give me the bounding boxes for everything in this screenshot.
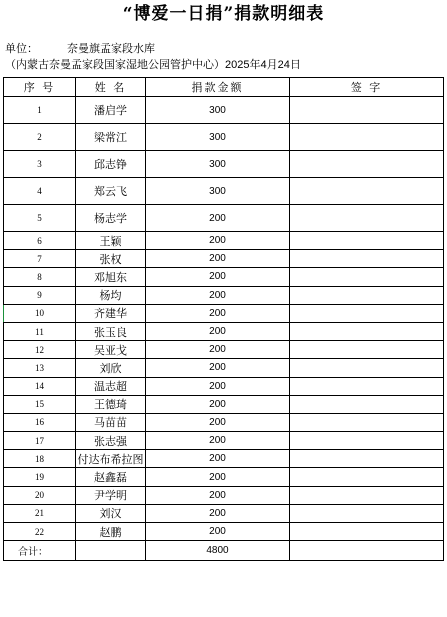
row-name: 王颖 [76, 232, 146, 250]
row-seq: 11 [4, 322, 76, 340]
row-name: 刘汉 [76, 504, 146, 522]
header-seq: 序 号 [4, 78, 76, 97]
total-row [4, 541, 444, 561]
header-name: 姓 名 [76, 78, 146, 97]
row-signature [290, 432, 444, 450]
row-seq: 9 [4, 286, 76, 304]
row-seq: 21 [4, 504, 76, 522]
header-amount: 捐款金额 [146, 78, 290, 97]
total-label: 合计： [4, 541, 76, 561]
row-seq: 15 [4, 395, 76, 413]
row-amount: 200 [146, 341, 290, 359]
row-name: 邓旭东 [76, 268, 146, 286]
row-seq: 2 [4, 124, 76, 151]
row-name: 赵鑫磊 [76, 468, 146, 486]
table-row [4, 151, 444, 178]
org-date-line: （内蒙古奈曼孟家段国家湿地公园管护中心）2025年4月24日 [5, 59, 301, 71]
row-signature [290, 341, 444, 359]
table-row [4, 268, 444, 286]
table-row [4, 486, 444, 504]
row-seq: 6 [4, 232, 76, 250]
row-name: 张志强 [76, 432, 146, 450]
row-amount: 200 [146, 395, 290, 413]
row-amount: 300 [146, 178, 290, 205]
row-signature [290, 151, 444, 178]
row-amount: 200 [146, 432, 290, 450]
row-amount: 200 [146, 413, 290, 431]
row-name: 梁常江 [76, 124, 146, 151]
row-seq: 19 [4, 468, 76, 486]
row-signature [290, 486, 444, 504]
row-name: 杨均 [76, 286, 146, 304]
row-signature [290, 413, 444, 431]
table-row [4, 377, 444, 395]
row-signature [290, 322, 444, 340]
total-name-cell [76, 541, 146, 561]
row-amount: 200 [146, 377, 290, 395]
row-seq: 7 [4, 250, 76, 268]
table-row [4, 205, 444, 232]
table-row [4, 124, 444, 151]
row-signature [290, 97, 444, 124]
row-amount: 300 [146, 151, 290, 178]
row-seq: 22 [4, 523, 76, 541]
row-seq: 8 [4, 268, 76, 286]
row-amount: 200 [146, 486, 290, 504]
row-seq: 3 [4, 151, 76, 178]
row-amount: 200 [146, 504, 290, 522]
row-signature [290, 124, 444, 151]
row-name: 杨志学 [76, 205, 146, 232]
row-amount: 200 [146, 250, 290, 268]
table-row [4, 359, 444, 377]
row-signature [290, 395, 444, 413]
row-name: 张权 [76, 250, 146, 268]
row-name: 付达布希拉图 [76, 450, 146, 468]
row-signature [290, 178, 444, 205]
table-row [4, 322, 444, 340]
row-name: 张玉良 [76, 322, 146, 340]
row-amount: 200 [146, 523, 290, 541]
table-header-row [4, 78, 444, 97]
row-amount: 200 [146, 268, 290, 286]
table-row [4, 450, 444, 468]
row-seq: 18 [4, 450, 76, 468]
row-name: 齐建华 [76, 304, 146, 322]
row-signature [290, 359, 444, 377]
row-amount: 200 [146, 232, 290, 250]
row-amount: 200 [146, 450, 290, 468]
row-name: 王德琦 [76, 395, 146, 413]
header-signature: 签 字 [290, 78, 444, 97]
row-seq: 17 [4, 432, 76, 450]
row-seq: 5 [4, 205, 76, 232]
row-seq: 1 [4, 97, 76, 124]
row-signature [290, 523, 444, 541]
row-signature [290, 268, 444, 286]
total-signature-cell [290, 541, 444, 561]
table-row [4, 413, 444, 431]
row-name: 马苗苗 [76, 413, 146, 431]
row-name: 尹学明 [76, 486, 146, 504]
table-body [4, 97, 444, 541]
table-row [4, 395, 444, 413]
unit-line [5, 40, 155, 56]
table-row [4, 97, 444, 124]
table-row [4, 232, 444, 250]
row-signature [290, 377, 444, 395]
table-row [4, 250, 444, 268]
row-amount: 200 [146, 322, 290, 340]
row-seq: 10 [4, 304, 76, 322]
row-seq: 20 [4, 486, 76, 504]
row-name: 温志超 [76, 377, 146, 395]
row-signature [290, 250, 444, 268]
row-seq: 12 [4, 341, 76, 359]
table-row [4, 468, 444, 486]
unit-label: 单位： [5, 43, 38, 55]
row-name: 赵鹏 [76, 523, 146, 541]
row-name: 邱志铮 [76, 151, 146, 178]
table-row [4, 523, 444, 541]
table-row [4, 178, 444, 205]
row-seq: 4 [4, 178, 76, 205]
unit-name: 奈曼旗孟家段水库 [67, 43, 155, 55]
row-amount: 300 [146, 97, 290, 124]
row-amount: 200 [146, 359, 290, 377]
row-amount: 200 [146, 286, 290, 304]
row-seq: 16 [4, 413, 76, 431]
row-amount: 200 [146, 304, 290, 322]
donation-table [3, 77, 444, 561]
row-signature [290, 468, 444, 486]
document-title: “博爱一日捐”捐款明细表 [122, 4, 325, 24]
table-row [4, 504, 444, 522]
table-row [4, 432, 444, 450]
row-amount: 200 [146, 468, 290, 486]
row-seq: 13 [4, 359, 76, 377]
row-signature [290, 205, 444, 232]
row-name: 刘欣 [76, 359, 146, 377]
row-amount: 300 [146, 124, 290, 151]
table-row [4, 341, 444, 359]
row-signature [290, 450, 444, 468]
row-amount: 200 [146, 205, 290, 232]
row-signature [290, 232, 444, 250]
row-signature [290, 504, 444, 522]
table-row [4, 304, 444, 322]
row-signature [290, 286, 444, 304]
row-seq: 14 [4, 377, 76, 395]
total-amount: 4800 [146, 541, 290, 561]
table-row [4, 286, 444, 304]
row-name: 吴亚戈 [76, 341, 146, 359]
row-name: 郑云飞 [76, 178, 146, 205]
row-signature [290, 304, 444, 322]
row-name: 潘启学 [76, 97, 146, 124]
